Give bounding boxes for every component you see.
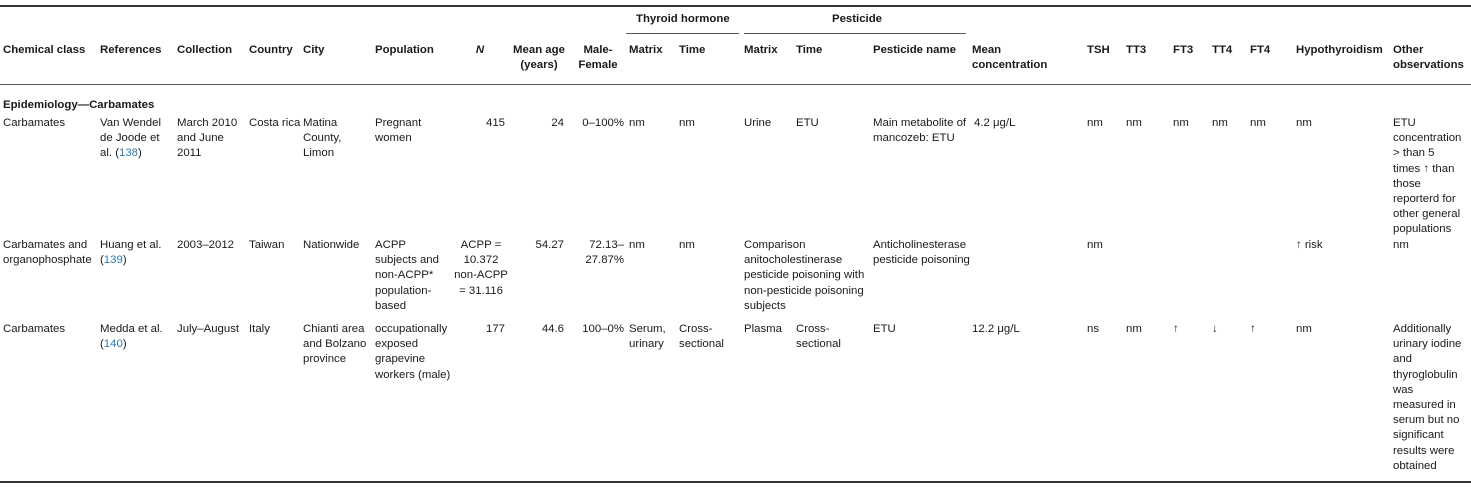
header-tt3: TT3 (1126, 44, 1147, 56)
header-group-thyroid-hormone: Thyroid hormone (636, 13, 730, 25)
row1-hypothyroidism: nm (1296, 117, 1312, 129)
row1-pesticide-name: Main metabolite of mancozeb: ETU (873, 117, 967, 145)
row1-population: Pregnant women (375, 117, 422, 145)
header-other-observations: Other observations (1393, 44, 1464, 72)
row3-collection: July–August (177, 323, 240, 335)
row2-male-female: 72.13–27.87% (585, 239, 624, 267)
header-hypothyroidism: Hypothyroidism (1296, 44, 1383, 56)
section-title: Epidemiology—Carbamates (3, 99, 155, 111)
row2-country: Taiwan (249, 239, 285, 251)
header-group-pesticide: Pesticide (832, 13, 883, 25)
row1-thyroid-matrix: nm (629, 117, 645, 129)
row3-chemical-class: Carbamates (3, 323, 66, 335)
thyroid-group-rule (626, 33, 739, 34)
row3-pesticide-matrix: Plasma (744, 323, 782, 335)
row2-pesticide-name: Anticholinesterase pesticide poisoning (873, 239, 970, 267)
row2-reference-link[interactable]: 139 (103, 254, 123, 267)
header-pesticide-matrix: Matrix (744, 44, 778, 56)
row3-pesticide-name: ETU (873, 323, 896, 335)
row2-tsh: nm (1087, 239, 1103, 251)
row1-chemical-class: Carbamates (3, 117, 66, 129)
bottom-rule (0, 481, 1471, 483)
header-ft4: FT4 (1250, 44, 1271, 56)
header-population: Population (375, 44, 434, 56)
row1-city: Matina County, Limon (303, 117, 342, 160)
header-thyroid-matrix: Matrix (629, 44, 663, 56)
header-city: City (303, 44, 325, 56)
row2-mean-age: 54.27 (535, 239, 564, 251)
row3-tt3: nm (1126, 323, 1142, 335)
header-ft3: FT3 (1173, 44, 1194, 56)
header-tt4: TT4 (1212, 44, 1233, 56)
row1-pesticide-matrix: Urine (744, 117, 772, 129)
header-country: Country (249, 44, 293, 56)
row1-reference: Van Wendel de Joode et al. (138) (100, 117, 162, 160)
row2-reference: Huang et al. (139) (100, 239, 162, 267)
header-pesticide-time: Time (796, 44, 823, 56)
row3-population: occupationally exposed grapevine workers (male) (375, 323, 451, 381)
header-references: References (100, 44, 162, 56)
row2-population: ACPP subjects and non-ACPP* population-based (375, 239, 439, 312)
row3-pesticide-time: Cross-sectional (796, 323, 841, 351)
pesticide-group-rule (744, 33, 966, 34)
row1-male-female: 0–100% (582, 117, 624, 129)
row3-ft3: ↑ (1173, 323, 1179, 335)
header-thyroid-time: Time (679, 44, 706, 56)
row1-mean-age: 24 (551, 117, 564, 129)
row2-hypothyroidism: ↑ risk (1296, 239, 1323, 251)
row3-city: Chianti area and Bolzano province (303, 323, 367, 366)
row1-reference-link[interactable]: 138 (119, 147, 139, 160)
row2-city: Nationwide (303, 239, 360, 251)
row1-ft3: nm (1173, 117, 1189, 129)
header-mean-age: Mean age (years) (513, 44, 565, 72)
row1-pesticide-time: ETU (796, 117, 819, 129)
row1-n: 415 (485, 117, 505, 129)
row3-reference-link[interactable]: 140 (103, 338, 123, 351)
top-rule (0, 5, 1471, 7)
header-tsh: TSH (1087, 44, 1110, 56)
row3-n: 177 (485, 323, 505, 335)
row3-mean-age: 44.6 (541, 323, 564, 335)
header-collection: Collection (177, 44, 233, 56)
row3-male-female: 100–0% (582, 323, 624, 335)
row3-reference: Medda et al. (140) (100, 323, 163, 351)
header-bottom-rule (0, 84, 1471, 85)
row2-collection: 2003–2012 (177, 239, 235, 251)
row3-thyroid-matrix: Serum, urinary (629, 323, 666, 351)
row1-thyroid-time: nm (679, 117, 695, 129)
row3-country: Italy (249, 323, 270, 335)
header-n: N (475, 44, 485, 56)
header-pesticide-name: Pesticide name (873, 44, 956, 56)
row2-chemical-class: Carbamates and organophosphate (3, 239, 92, 267)
row3-ft4: ↑ (1250, 323, 1256, 335)
row2-thyroid-time: nm (679, 239, 695, 251)
row3-mean-concentration: 12.2 μg/L (972, 323, 1020, 335)
row1-tt3: nm (1126, 117, 1142, 129)
row1-country: Costa rica (249, 117, 301, 129)
row2-n: ACPP = 10.372 non-ACPP = 31.116 (454, 239, 508, 297)
row3-thyroid-time: Cross-sectional (679, 323, 724, 351)
header-mean-concentration: Mean concentration (972, 44, 1048, 72)
row1-tt4: nm (1212, 117, 1228, 129)
row3-tt4: ↓ (1212, 323, 1218, 335)
row1-ft4: nm (1250, 117, 1266, 129)
row1-mean-concentration: 4.2 μg/L (974, 117, 1016, 129)
row2-other-observations: nm (1393, 239, 1409, 251)
row2-thyroid-matrix: nm (629, 239, 645, 251)
header-chemical-class: Chemical class (3, 44, 86, 56)
row2-pesticide-matrix: Comparison anitocholestinerase pesticide poisoning with non-pesticide poisoning subjects (744, 239, 865, 312)
header-male-female: Male-Female (578, 44, 618, 72)
row3-tsh: ns (1087, 323, 1100, 335)
row1-tsh: nm (1087, 117, 1103, 129)
row1-other-observations: ETU concentration > than 5 times ↑ than those reporterd for other general populations (1393, 117, 1462, 236)
row1-collection: March 2010 and June 2011 (177, 117, 238, 160)
row3-other-observations: Additionally urinary iodine and thyroglobulin was measured in serum but no significant results were obtained (1393, 323, 1462, 472)
row3-hypothyroidism: nm (1296, 323, 1312, 335)
